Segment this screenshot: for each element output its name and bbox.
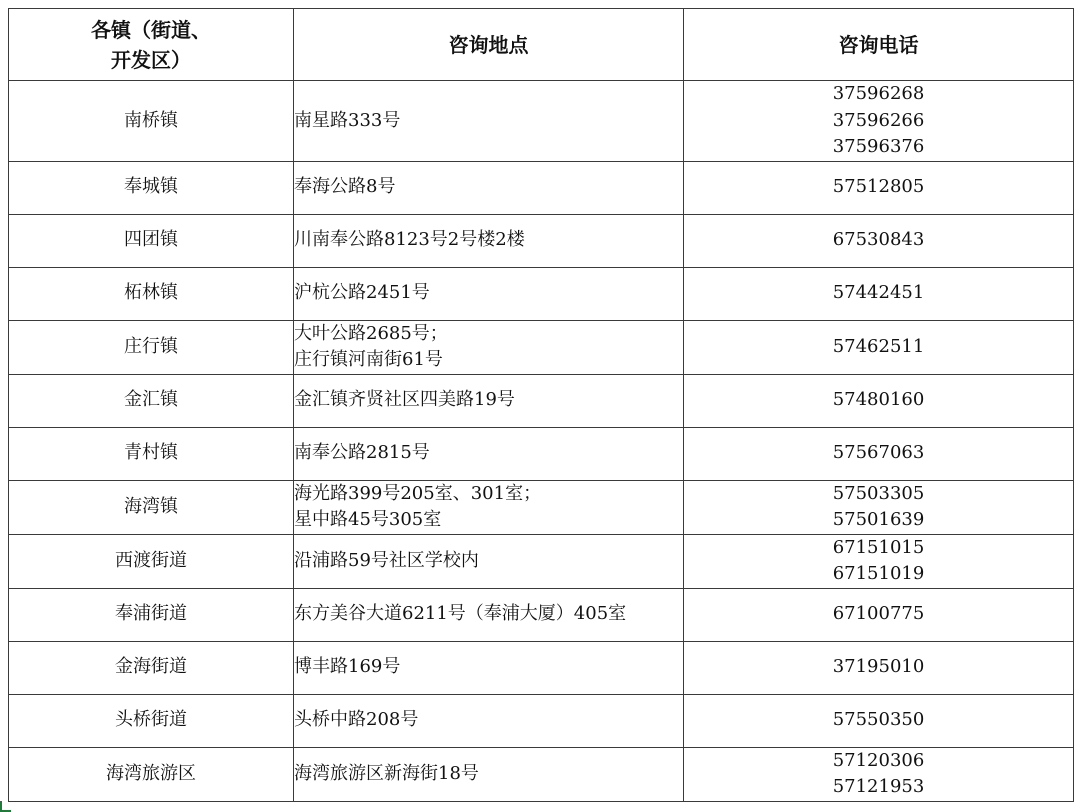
address-cell xyxy=(294,427,684,480)
table-row xyxy=(9,747,1074,801)
district-cell: 海湾旅游区 xyxy=(9,747,294,801)
phone-cell xyxy=(684,480,1074,534)
address-line: 沿浦路59号社区学校内 xyxy=(294,549,479,571)
table-body xyxy=(9,81,1074,802)
phone-cell xyxy=(684,588,1074,641)
address-line: 南星路333号 xyxy=(294,109,401,131)
phone-number: 57550350 xyxy=(832,709,925,731)
phone-cell xyxy=(684,320,1074,374)
phone-cell xyxy=(684,534,1074,588)
address-line: 金汇镇齐贤社区四美路19号 xyxy=(294,389,515,411)
address-line: 南奉公路2815号 xyxy=(294,442,430,464)
district-cell: 金海街道 xyxy=(9,641,294,694)
address-cell xyxy=(294,320,684,374)
phone-number: 57512805 xyxy=(832,176,925,198)
consultation-table xyxy=(8,8,1074,802)
address-cell xyxy=(294,641,684,694)
table-row xyxy=(9,480,1074,534)
phone-cell xyxy=(684,81,1074,162)
phone-cell xyxy=(684,214,1074,267)
address-line: 海光路399号205室、301室； xyxy=(294,482,542,504)
district-cell: 庄行镇 xyxy=(9,320,294,374)
address-line: 星中路45号305室 xyxy=(294,509,442,530)
phone-number: 57501639 xyxy=(832,509,925,530)
header-location: 咨询地点 xyxy=(294,9,684,81)
address-line: 川南奉公路8123号2号楼2楼 xyxy=(294,229,525,251)
address-cell xyxy=(294,267,684,320)
header-phone: 咨询电话 xyxy=(684,9,1074,81)
district-cell: 海湾镇 xyxy=(9,480,294,534)
table-row xyxy=(9,214,1074,267)
address-line: 大叶公路2685号； xyxy=(294,322,448,344)
phone-number: 57442451 xyxy=(832,282,925,304)
phone-cell xyxy=(684,267,1074,320)
phone-cell xyxy=(684,694,1074,747)
header-district-line-2: 开发区） xyxy=(111,47,191,72)
phone-cell xyxy=(684,374,1074,427)
table-row xyxy=(9,81,1074,162)
district-cell: 奉城镇 xyxy=(9,161,294,214)
address-line: 庄行镇河南街61号 xyxy=(294,349,443,370)
phone-number: 67100775 xyxy=(832,603,925,625)
district-cell: 南桥镇 xyxy=(9,81,294,162)
table-row xyxy=(9,427,1074,480)
address-line: 海湾旅游区新海街18号 xyxy=(294,762,479,784)
phone-number: 67151019 xyxy=(832,563,925,584)
phone-number: 57120306 xyxy=(832,749,925,771)
district-cell: 西渡街道 xyxy=(9,534,294,588)
phone-cell xyxy=(684,427,1074,480)
sheet-corner-mark xyxy=(0,801,11,812)
address-line: 博丰路169号 xyxy=(294,656,401,678)
address-cell xyxy=(294,534,684,588)
address-line: 沪杭公路2451号 xyxy=(294,282,430,304)
address-cell xyxy=(294,694,684,747)
table-row xyxy=(9,694,1074,747)
district-cell: 柘林镇 xyxy=(9,267,294,320)
table-row xyxy=(9,320,1074,374)
table-row xyxy=(9,534,1074,588)
phone-number: 57480160 xyxy=(832,389,925,411)
district-cell: 青村镇 xyxy=(9,427,294,480)
phone-number: 57503305 xyxy=(832,482,925,504)
table-row xyxy=(9,641,1074,694)
phone-number: 37195010 xyxy=(832,656,925,678)
table-row xyxy=(9,267,1074,320)
address-cell xyxy=(294,81,684,162)
table-row xyxy=(9,588,1074,641)
header-district-line-1: 各镇（街道、 xyxy=(91,17,211,42)
table-header-row xyxy=(9,9,1074,81)
address-cell xyxy=(294,374,684,427)
phone-number: 37596266 xyxy=(832,109,925,131)
phone-number: 37596268 xyxy=(832,83,925,104)
district-cell: 金汇镇 xyxy=(9,374,294,427)
district-cell: 奉浦街道 xyxy=(9,588,294,641)
phone-cell xyxy=(684,747,1074,801)
phone-cell xyxy=(684,161,1074,214)
address-line: 头桥中路208号 xyxy=(294,709,419,731)
header-district xyxy=(9,9,294,81)
phone-number: 67530843 xyxy=(832,229,925,251)
phone-number: 57567063 xyxy=(832,442,925,464)
address-cell xyxy=(294,161,684,214)
table-row xyxy=(9,161,1074,214)
phone-number: 57121953 xyxy=(832,776,925,797)
address-cell xyxy=(294,480,684,534)
district-cell: 四团镇 xyxy=(9,214,294,267)
phone-number: 37596376 xyxy=(832,136,925,157)
phone-number: 57462511 xyxy=(832,335,925,357)
phone-cell xyxy=(684,641,1074,694)
address-line: 奉海公路8号 xyxy=(294,176,396,198)
address-cell xyxy=(294,588,684,641)
address-cell xyxy=(294,747,684,801)
address-cell xyxy=(294,214,684,267)
address-line: 东方美谷大道6211号（奉浦大厦）405室 xyxy=(294,603,627,625)
district-cell: 头桥街道 xyxy=(9,694,294,747)
table-row xyxy=(9,374,1074,427)
phone-number: 67151015 xyxy=(832,536,925,558)
